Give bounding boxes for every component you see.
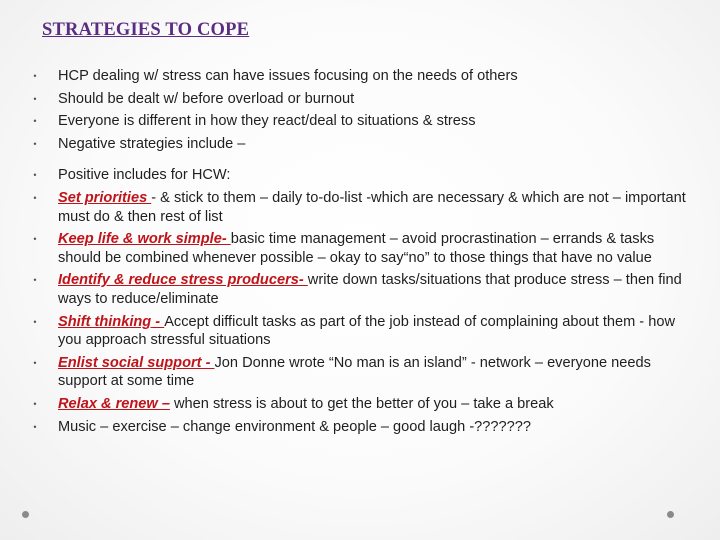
strategy-name: Relax & renew – [58,395,170,412]
list-item [30,112,690,131]
bullet-text: - & stick to them – daily to-do-list -which are necessary & which are not – important must do & then rest of list [58,189,686,225]
bullet-text: Everyone is different in how they react/deal to situations & stress [58,113,476,130]
strategy-name: Enlist social support - [58,354,215,371]
bullet-icon: • [33,192,37,203]
bullet-text: basic time management – avoid procrastination – errands & tasks should be combined whenever possible – okay to say“no” to those things that have no value [58,231,655,266]
decorative-dot-icon [667,511,674,518]
strategy-name: Shift thinking - [58,313,165,330]
list-item [30,230,690,267]
list-item [30,354,690,391]
bullet-text: Positive includes for HCW: [58,167,231,184]
bullet-text: Jon Donne wrote “No man is an island” - network – everyone needs support at some time [58,354,651,390]
bullet-icon: • [33,170,37,181]
strategy-name: Set priorities [58,189,152,206]
list-item [30,395,690,414]
bullet-icon: • [33,316,37,327]
bullet-icon: • [33,71,37,81]
bullet-text: when stress is about to get the better of you – take a break [169,395,554,412]
list-item [30,189,690,226]
bullet-text: HCP dealing w/ stress can have issues focusing on the needs of others [58,68,518,84]
bullet-icon: • [33,421,37,432]
bullet-icon: • [33,138,37,149]
slide-title: STRATEGIES TO COPE [42,20,250,40]
bullet-icon: • [33,398,37,409]
bullet-icon: • [33,116,37,127]
bullet-icon: • [33,275,37,286]
bullet-text: Accept difficult tasks as part of the job instead of complaining about them - how you approach stressful situations [58,313,675,349]
list-item [30,90,690,109]
list-item [30,135,690,154]
list-item [30,166,690,185]
list-item [30,313,690,350]
bullet-icon: • [33,357,37,368]
bullet-list [30,67,690,440]
list-item [30,67,690,86]
bullet-icon: • [33,234,37,245]
bullet-text: Negative strategies include – [58,135,246,152]
strategy-name: Keep life & work simple- [58,231,231,248]
list-item [30,271,690,308]
bullet-icon: • [33,93,37,104]
bullet-text: Should be dealt w/ before overload or burnout [58,90,355,107]
bullet-text: Music – exercise – change environment & people – good laugh -??????? [58,418,531,435]
list-item [30,418,690,437]
bullet-text: write down tasks/situations that produce stress – then find ways to reduce/eliminate [58,272,682,307]
strategy-name: Identify & reduce stress producers- [58,272,308,289]
decorative-dot-icon [22,511,29,518]
